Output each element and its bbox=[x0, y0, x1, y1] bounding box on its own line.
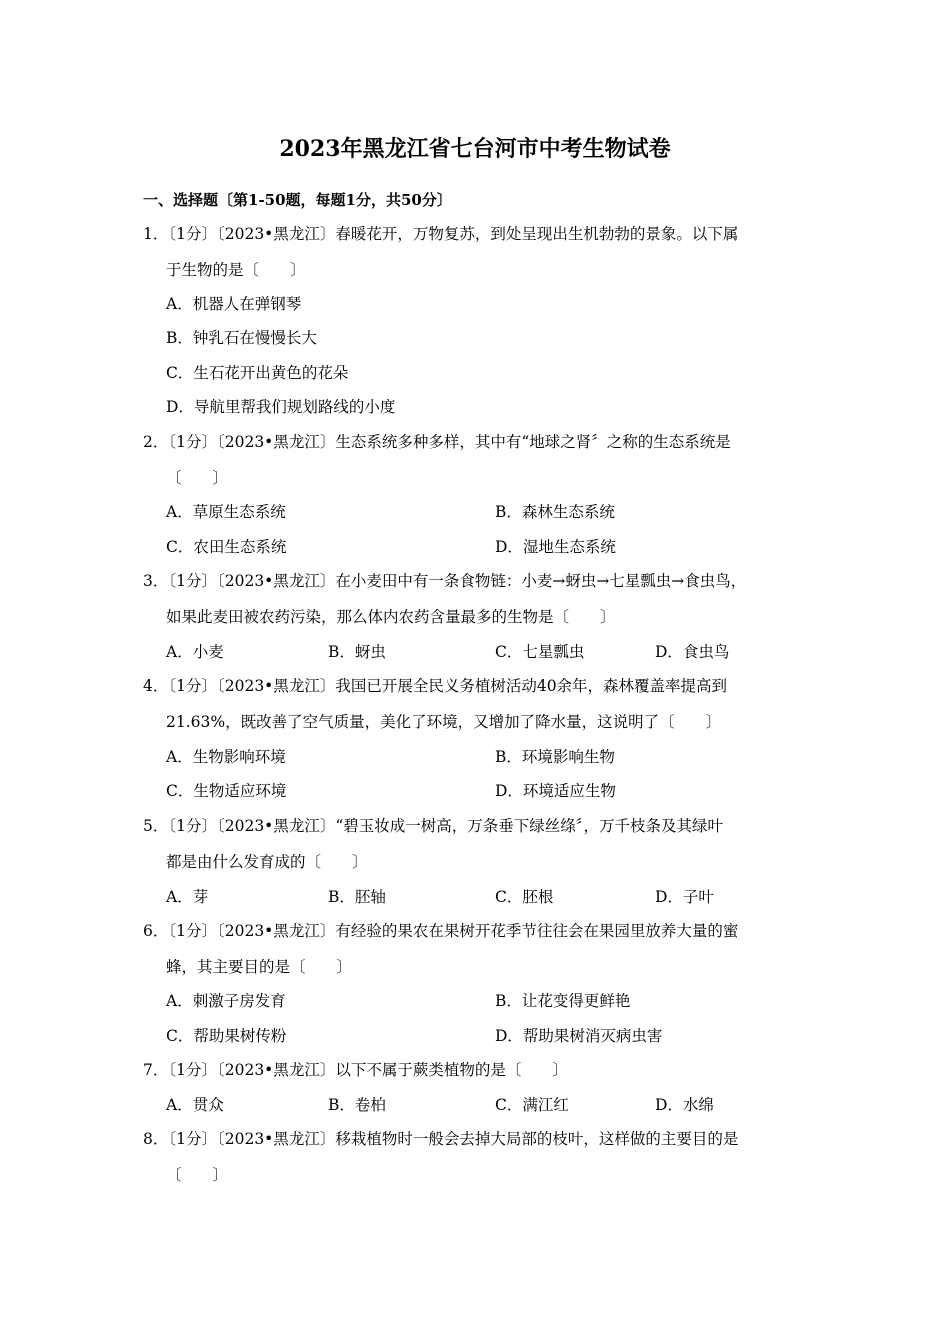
question-1-option-d: D．导航里帮我们规划路线的小度 bbox=[166, 398, 396, 416]
question-7-option-d: D．水绵 bbox=[655, 1096, 714, 1114]
question-3-option-c: C．七星瓢虫 bbox=[495, 643, 585, 661]
question-6-option-c: C．帮助果树传粉 bbox=[166, 1027, 287, 1045]
question-1-option-b: B．钟乳石在慢慢长大 bbox=[166, 329, 317, 347]
question-7-option-c: C．满江红 bbox=[495, 1096, 569, 1114]
question-8-line-1: 8．〔1分〕〔2023•黑龙江〕移栽植物时一般会去掉大局部的枝叶，这样做的主要目的是 bbox=[143, 1130, 739, 1148]
question-2-option-a: A．草原生态系统 bbox=[166, 503, 286, 521]
question-7-option-a: A．贯众 bbox=[166, 1096, 224, 1114]
question-4-option-c: C．生物适应环境 bbox=[166, 782, 287, 800]
question-7-option-b: B．卷柏 bbox=[328, 1096, 386, 1114]
question-6-option-a: A．刺激子房发育 bbox=[166, 992, 286, 1010]
question-3-option-a: A．小麦 bbox=[166, 643, 224, 661]
section-heading: 一、选择题〔第1-50题，每题1分，共50分〕 bbox=[143, 191, 452, 209]
question-5-option-c: C．胚根 bbox=[495, 888, 554, 906]
question-5-option-d: D．子叶 bbox=[655, 888, 714, 906]
question-2-line-2: 〔 〕 bbox=[166, 469, 229, 487]
question-3-option-b: B．蚜虫 bbox=[328, 643, 386, 661]
question-1-option-a: A．机器人在弹钢琴 bbox=[166, 295, 302, 313]
question-1-option-c: C．生石花开出黄色的花朵 bbox=[166, 364, 349, 382]
question-6-option-d: D．帮助果树消灭病虫害 bbox=[495, 1027, 663, 1045]
question-2-option-d: D．湿地生态系统 bbox=[495, 538, 616, 556]
question-4-option-b: B．环境影响生物 bbox=[495, 748, 615, 766]
question-5-line-2: 都是由什么发育成的〔 〕 bbox=[166, 853, 368, 871]
question-7-line-1: 7．〔1分〕〔2023•黑龙江〕以下不属于蕨类植物的是〔 〕 bbox=[143, 1061, 568, 1079]
question-6-line-1: 6．〔1分〕〔2023•黑龙江〕有经验的果农在果树开花季节往往会在果园里放养大量的蜜 bbox=[143, 922, 739, 940]
question-1-line-1: 1．〔1分〕〔2023•黑龙江〕春暖花开，万物复苏，到处呈现出生机勃勃的景象。以下属 bbox=[143, 225, 739, 243]
page-title: 2023年黑龙江省七台河市中考生物试卷 bbox=[279, 136, 671, 162]
question-5-line-1: 5．〔1分〕〔2023•黑龙江〕“碧玉妆成一树高，万条垂下绿丝绦〞，万千枝条及其绿叶 bbox=[143, 817, 724, 835]
question-5-option-b: B．胚轴 bbox=[328, 888, 386, 906]
question-4-option-d: D．环境适应生物 bbox=[495, 782, 616, 800]
question-4-line-1: 4．〔1分〕〔2023•黑龙江〕我国已开展全民义务植树活动40余年，森林覆盖率提高到 bbox=[143, 677, 728, 695]
question-2-option-c: C．农田生态系统 bbox=[166, 538, 287, 556]
question-3-line-1: 3．〔1分〕〔2023•黑龙江〕在小麦田中有一条食物链：小麦→蚜虫→七星瓢虫→食虫鸟， bbox=[143, 572, 747, 590]
question-1-line-2: 于生物的是〔 〕 bbox=[166, 261, 306, 279]
question-6-line-2: 蜂，其主要目的是〔 〕 bbox=[166, 958, 353, 976]
question-4-option-a: A．生物影响环境 bbox=[166, 748, 286, 766]
question-5-option-a: A．芽 bbox=[166, 888, 209, 906]
question-6-option-b: B．让花变得更鲜艳 bbox=[495, 992, 631, 1010]
question-2-option-b: B．森林生态系统 bbox=[495, 503, 615, 521]
question-2-line-1: 2．〔1分〕〔2023•黑龙江〕生态系统多种多样，其中有“地球之肾〞之称的生态系统是 bbox=[143, 433, 731, 451]
question-8-line-2: 〔 〕 bbox=[166, 1166, 229, 1184]
question-3-option-d: D．食虫鸟 bbox=[655, 643, 730, 661]
question-3-line-2: 如果此麦田被农药污染，那么体内农药含量最多的生物是〔 〕 bbox=[166, 608, 616, 626]
question-4-line-2: 21.63%，既改善了空气质量，美化了环境，又增加了降水量，这说明了〔 〕 bbox=[166, 713, 722, 731]
